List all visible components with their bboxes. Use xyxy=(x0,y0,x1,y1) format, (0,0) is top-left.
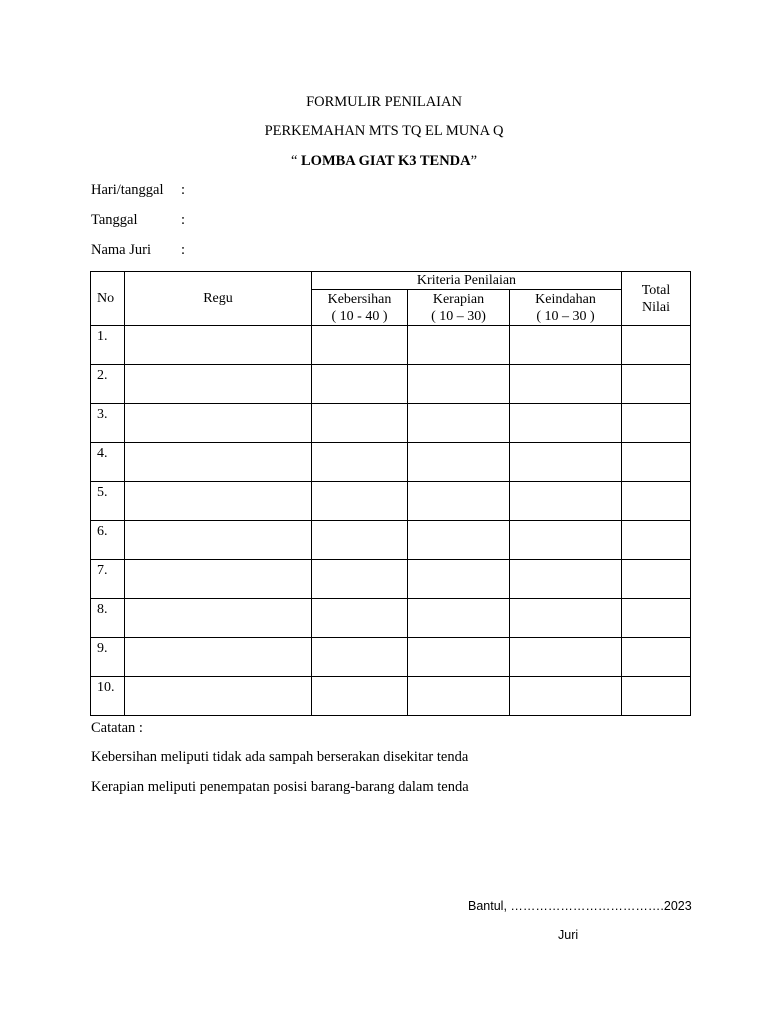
total-cell[interactable] xyxy=(622,365,691,404)
keindahan-cell[interactable] xyxy=(510,365,622,404)
kerapian-cell[interactable] xyxy=(408,404,510,443)
keindahan-cell[interactable] xyxy=(510,482,622,521)
table-row xyxy=(91,560,691,599)
row-number: 9. xyxy=(91,638,125,677)
row-number: 2. xyxy=(91,365,125,404)
header-no: No xyxy=(91,272,125,326)
total-cell[interactable] xyxy=(622,443,691,482)
table-row xyxy=(91,365,691,404)
regu-cell[interactable] xyxy=(125,482,312,521)
table-row xyxy=(91,443,691,482)
kerapian-cell[interactable] xyxy=(408,560,510,599)
scoring-table xyxy=(90,271,691,716)
regu-cell[interactable] xyxy=(125,677,312,716)
kebersihan-cell[interactable] xyxy=(312,599,408,638)
keindahan-cell[interactable] xyxy=(510,599,622,638)
total-line2: Nilai xyxy=(642,299,670,315)
table-row xyxy=(91,638,691,677)
total-cell[interactable] xyxy=(622,404,691,443)
field-day-date[interactable] xyxy=(91,182,185,199)
table-row xyxy=(91,404,691,443)
criteria-range: ( 10 - 40 ) xyxy=(331,308,388,324)
row-number: 5. xyxy=(91,482,125,521)
competition-title xyxy=(0,153,768,170)
kebersihan-cell[interactable] xyxy=(312,365,408,404)
regu-cell[interactable] xyxy=(125,560,312,599)
criteria-name: Keindahan xyxy=(535,291,596,307)
criteria-range: ( 10 – 30 ) xyxy=(536,308,595,324)
total-cell[interactable] xyxy=(622,560,691,599)
field-separator: : xyxy=(181,182,186,198)
note-item: Kebersihan meliputi tidak ada sampah berserakan disekitar tenda xyxy=(91,749,469,765)
kerapian-cell[interactable] xyxy=(408,365,510,404)
criteria-name: Kebersihan xyxy=(327,291,392,307)
table-row xyxy=(91,599,691,638)
total-cell[interactable] xyxy=(622,677,691,716)
form-title: FORMULIR PENILAIAN xyxy=(306,94,462,110)
header-keindahan xyxy=(510,290,622,326)
kerapian-cell[interactable] xyxy=(408,482,510,521)
regu-cell[interactable] xyxy=(125,443,312,482)
close-quote: ” xyxy=(470,153,478,169)
total-cell[interactable] xyxy=(622,599,691,638)
row-number: 6. xyxy=(91,521,125,560)
regu-cell[interactable] xyxy=(125,599,312,638)
kerapian-cell[interactable] xyxy=(408,326,510,365)
regu-cell[interactable] xyxy=(125,326,312,365)
competition-name: LOMBA GIAT K3 TENDA xyxy=(301,153,471,169)
kebersihan-cell[interactable] xyxy=(312,482,408,521)
open-quote: “ xyxy=(290,153,301,169)
kebersihan-cell[interactable] xyxy=(312,638,408,677)
keindahan-cell[interactable] xyxy=(510,521,622,560)
keindahan-cell[interactable] xyxy=(510,677,622,716)
kebersihan-cell[interactable] xyxy=(312,326,408,365)
header-criteria-group: Kriteria Penilaian xyxy=(312,272,622,290)
header-total xyxy=(622,272,691,326)
keindahan-cell[interactable] xyxy=(510,638,622,677)
header-regu: Regu xyxy=(125,272,312,326)
row-number: 7. xyxy=(91,560,125,599)
keindahan-cell[interactable] xyxy=(510,404,622,443)
total-line1: Total xyxy=(641,282,671,298)
field-separator: : xyxy=(181,212,186,228)
kebersihan-cell[interactable] xyxy=(312,443,408,482)
field-label: Nama Juri xyxy=(91,242,151,258)
total-cell[interactable] xyxy=(622,326,691,365)
field-judge-name[interactable] xyxy=(91,242,185,259)
kebersihan-cell[interactable] xyxy=(312,677,408,716)
regu-cell[interactable] xyxy=(125,404,312,443)
notes-heading: Catatan : xyxy=(91,720,143,736)
field-label: Hari/tanggal xyxy=(91,182,164,198)
signature-place-date: Bantul, ……………………………….2023 xyxy=(468,899,692,913)
kebersihan-cell[interactable] xyxy=(312,521,408,560)
field-label: Tanggal xyxy=(91,212,138,228)
table-row xyxy=(91,326,691,365)
criteria-name: Kerapian xyxy=(432,291,485,307)
row-number: 4. xyxy=(91,443,125,482)
row-number: 8. xyxy=(91,599,125,638)
row-number: 3. xyxy=(91,404,125,443)
kerapian-cell[interactable] xyxy=(408,638,510,677)
header-kebersihan xyxy=(312,290,408,326)
keindahan-cell[interactable] xyxy=(510,326,622,365)
table-row xyxy=(91,521,691,560)
total-cell[interactable] xyxy=(622,521,691,560)
regu-cell[interactable] xyxy=(125,365,312,404)
signature-role: Juri xyxy=(558,928,579,942)
regu-cell[interactable] xyxy=(125,638,312,677)
table-body xyxy=(91,326,691,716)
total-cell[interactable] xyxy=(622,638,691,677)
event-title: PERKEMAHAN MTS TQ EL MUNA Q xyxy=(264,123,504,139)
row-number: 10. xyxy=(91,677,125,716)
table-row xyxy=(91,482,691,521)
field-date[interactable] xyxy=(91,212,185,229)
keindahan-cell[interactable] xyxy=(510,443,622,482)
row-number: 1. xyxy=(91,326,125,365)
header-kerapian xyxy=(408,290,510,326)
criteria-range: ( 10 – 30) xyxy=(431,308,486,324)
total-cell[interactable] xyxy=(622,482,691,521)
table-row xyxy=(91,677,691,716)
kebersihan-cell[interactable] xyxy=(312,560,408,599)
kerapian-cell[interactable] xyxy=(408,599,510,638)
kerapian-cell[interactable] xyxy=(408,521,510,560)
field-separator: : xyxy=(181,242,186,258)
kerapian-cell[interactable] xyxy=(408,443,510,482)
regu-cell[interactable] xyxy=(125,521,312,560)
kebersihan-cell[interactable] xyxy=(312,404,408,443)
keindahan-cell[interactable] xyxy=(510,560,622,599)
kerapian-cell[interactable] xyxy=(408,677,510,716)
note-item: Kerapian meliputi penempatan posisi barang-barang dalam tenda xyxy=(91,779,469,795)
